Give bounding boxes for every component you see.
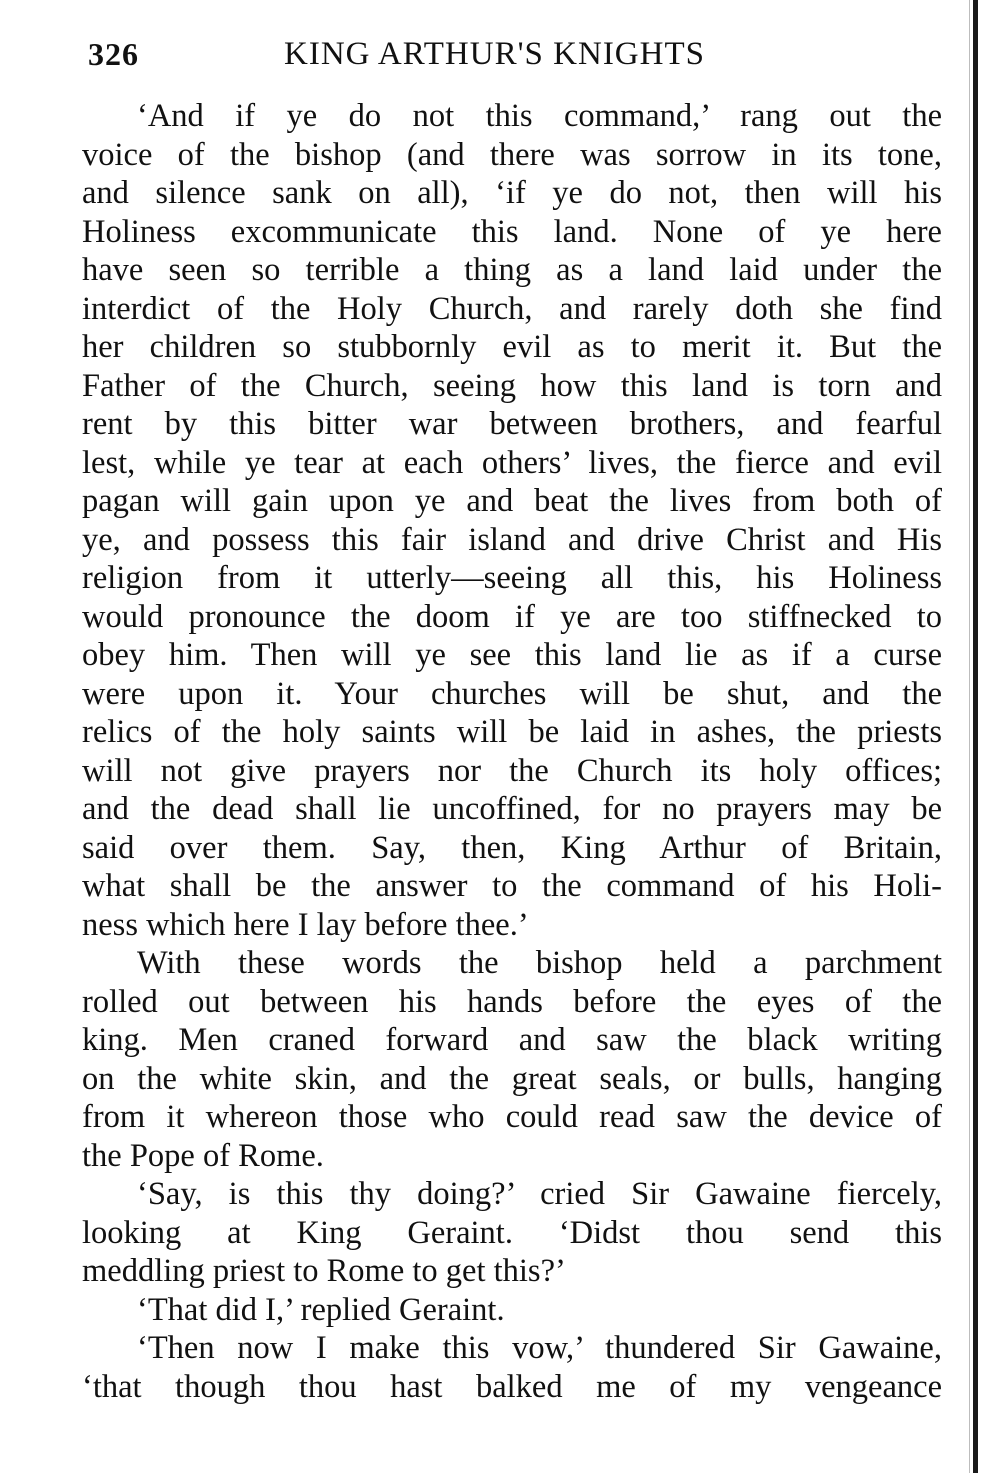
text-line: were upon it. Your churches will be shut, and the	[82, 675, 942, 712]
page-number: 326	[88, 36, 139, 72]
text-line: pagan will gain upon ye and beat the lives from both of	[82, 483, 942, 519]
text-line: king. Men craned forward and saw the black writing	[82, 1022, 942, 1058]
page-edge-shadow	[969, 0, 970, 1473]
text-line: ‘And if ye do not this command,’ rang out the	[137, 98, 942, 134]
text-line: ‘that though thou hast balked me of my vengeance	[82, 1368, 942, 1405]
text-line: would pronounce the doom if ye are too stiffnecked to	[82, 598, 942, 635]
text-line: ‘That did I,’ replied Geraint.	[137, 1291, 505, 1328]
text-line: Holiness excommunicate this land. None of ye here	[82, 213, 942, 250]
text-line: will not give prayers nor the Church its holy offices;	[82, 752, 942, 789]
text-line: religion from it utterly—seeing all this, his Holiness	[82, 560, 942, 596]
text-line: With these words the bishop held a parchment	[137, 945, 942, 981]
text-line: the Pope of Rome.	[82, 1137, 324, 1174]
text-line: relics of the holy saints will be laid in ashes, the priests	[82, 714, 942, 750]
text-line: ye, and possess this fair island and drive Christ and His	[82, 521, 942, 558]
text-line: on the white skin, and the great seals, or bulls, hanging	[82, 1060, 942, 1097]
text-line: obey him. Then will ye see this land lie as if a curse	[82, 637, 942, 673]
body-text	[82, 97, 942, 1406]
text-line: ‘Then now I make this vow,’ thundered Sir Gawaine,	[137, 1330, 942, 1366]
running-title: KING ARTHUR'S KNIGHTS	[284, 36, 705, 72]
text-line: ‘Say, is this thy doing?’ cried Sir Gawaine fiercely,	[137, 1176, 942, 1212]
text-line: her children so stubbornly evil as to merit it. But the	[82, 329, 942, 365]
page-edge	[973, 0, 978, 1473]
text-line: and silence sank on all), ‘if ye do not, then will his	[82, 175, 942, 211]
text-line: Father of the Church, seeing how this land is torn and	[82, 367, 942, 404]
text-line: rent by this bitter war between brothers, and fearful	[82, 406, 942, 442]
page-header	[88, 36, 948, 86]
text-line: said over them. Say, then, King Arthur of Britain,	[82, 829, 942, 866]
text-line: rolled out between his hands before the eyes of the	[82, 983, 942, 1020]
text-line: ness which here I lay before thee.’	[82, 906, 529, 943]
text-line: have seen so terrible a thing as a land laid under the	[82, 252, 942, 288]
text-line: meddling priest to Rome to get this?’	[82, 1253, 566, 1289]
text-line: from it whereon those who could read saw the device of	[82, 1099, 942, 1135]
text-line: and the dead shall lie uncoffined, for no prayers may be	[82, 791, 942, 827]
text-line: what shall be the answer to the command of his Holi-	[82, 868, 942, 904]
text-line: voice of the bishop (and there was sorrow in its tone,	[82, 136, 942, 173]
text-line: lest, while ye tear at each others’ lives, the fierce and evil	[82, 444, 942, 481]
text-line: interdict of the Holy Church, and rarely doth she find	[82, 290, 942, 327]
text-line: looking at King Geraint. ‘Didst thou send this	[82, 1214, 942, 1251]
